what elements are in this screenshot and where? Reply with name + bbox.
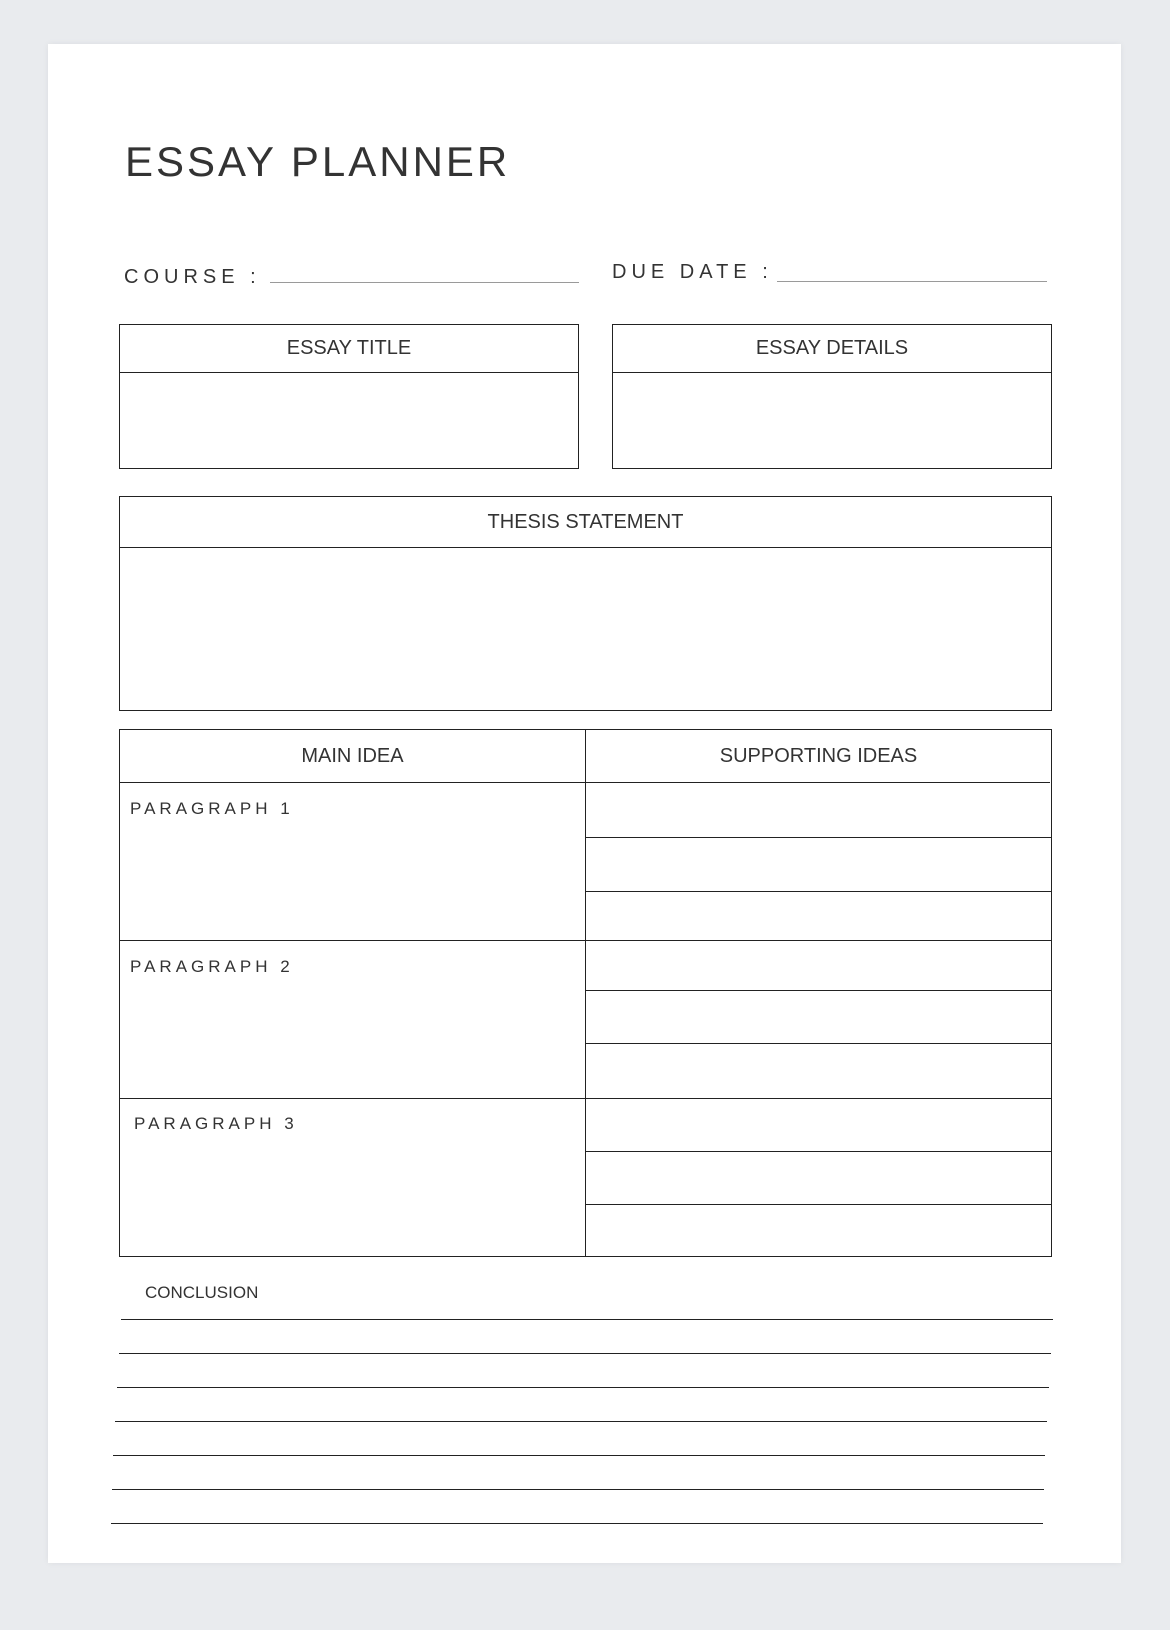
essay-title-header: ESSAY TITLE bbox=[120, 325, 578, 373]
supporting-row-line bbox=[586, 990, 1051, 991]
paragraph-2-label: PARAGRAPH 2 bbox=[130, 957, 294, 976]
conclusion-line[interactable] bbox=[117, 1387, 1049, 1388]
conclusion-line[interactable] bbox=[115, 1421, 1047, 1422]
conclusion-line[interactable] bbox=[111, 1523, 1043, 1524]
essay-details-box[interactable] bbox=[612, 324, 1052, 469]
due-date-label: DUE DATE : bbox=[612, 261, 773, 283]
conclusion-line[interactable] bbox=[112, 1489, 1044, 1490]
column-divider bbox=[585, 730, 586, 1256]
paragraph-3-cell[interactable] bbox=[120, 1099, 585, 1256]
supporting-row-line bbox=[586, 1151, 1051, 1152]
conclusion-label: CONCLUSION bbox=[145, 1283, 259, 1302]
paragraph-3-label: PARAGRAPH 3 bbox=[134, 1114, 298, 1133]
conclusion-line[interactable] bbox=[113, 1455, 1045, 1456]
main-idea-header: MAIN IDEA bbox=[120, 730, 586, 782]
supporting-row-line bbox=[586, 891, 1051, 892]
supporting-ideas-header: SUPPORTING IDEAS bbox=[719, 744, 918, 767]
course-label: COURSE : bbox=[124, 266, 261, 288]
supporting-row-line bbox=[586, 1098, 1051, 1099]
ideas-table bbox=[119, 729, 1052, 1257]
conclusion-line[interactable] bbox=[121, 1319, 1053, 1320]
essay-title-box[interactable] bbox=[119, 324, 579, 469]
supporting-row-line bbox=[586, 837, 1051, 838]
supporting-row-line bbox=[586, 1043, 1051, 1044]
paragraph-1-label: PARAGRAPH 1 bbox=[130, 799, 294, 818]
page-title: ESSAY PLANNER bbox=[125, 138, 511, 185]
paragraph-1-cell[interactable] bbox=[120, 783, 585, 940]
due-date-input-line[interactable] bbox=[777, 281, 1047, 282]
conclusion-line[interactable] bbox=[119, 1353, 1051, 1354]
essay-details-header: ESSAY DETAILS bbox=[613, 325, 1051, 373]
thesis-statement-header: THESIS STATEMENT bbox=[120, 497, 1051, 548]
supporting-row-line bbox=[586, 1204, 1051, 1205]
paragraph-2-cell[interactable] bbox=[120, 941, 585, 1098]
thesis-statement-box[interactable] bbox=[119, 496, 1052, 711]
course-input-line[interactable] bbox=[270, 282, 579, 283]
supporting-row-line bbox=[586, 940, 1051, 941]
